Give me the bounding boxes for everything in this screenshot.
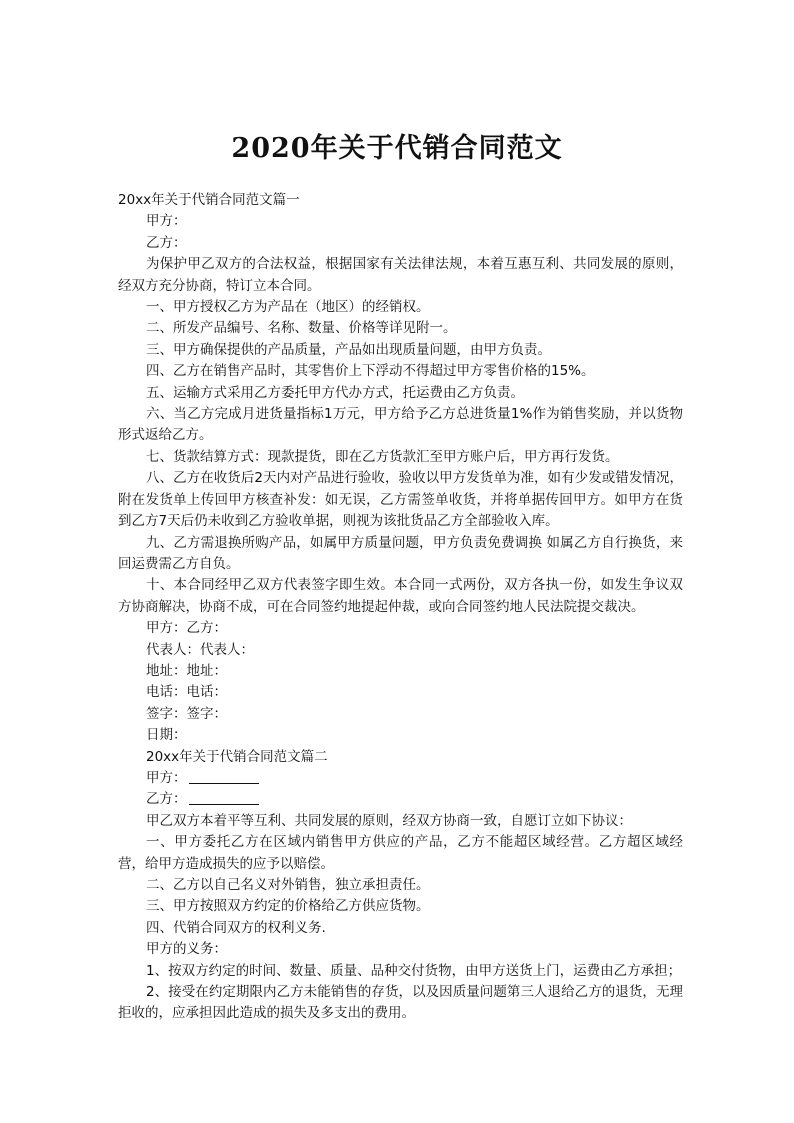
clause: 六、当乙方完成月进货量指标1万元，甲方给予乙方总进货量1%作为销售奖励，并以货物形式返给乙方。 bbox=[118, 406, 683, 444]
party-a-line: 甲方： bbox=[146, 213, 187, 230]
clause: 一、甲方授权乙方为产品在（地区）的经销权。 bbox=[146, 299, 430, 316]
party-b-line bbox=[118, 789, 683, 810]
intro-paragraph: 甲乙双方本着平等互利、共同发展的原则，经双方协商一致，自愿订立如下协议： bbox=[146, 812, 632, 829]
party-a-line bbox=[118, 768, 683, 789]
signature-line: 日期： bbox=[146, 727, 187, 744]
fill-in-blank bbox=[189, 790, 259, 805]
clause: 七、货款结算方式：现款提货，即在乙方货款汇至甲方账户后，甲方再行发货。 bbox=[146, 448, 619, 465]
clause: 十、本合同经甲乙双方代表签字即生效。本合同一式两份，双方各执一份，如发生争议双方协商解决，协商不成，可在合同签约地提起仲裁，或向合同签约地人民法院提交裁决。 bbox=[118, 577, 683, 615]
clause: 八、乙方在收货后2天内对产品进行验收，验收以甲方发货单为准，如有少发或错发情况，附在发货单上传回甲方核查补发：如无误，乙方需签单收货，并将单据传回甲方。如甲方在货到乙方7天后仍未收到乙方验收单据，则视为该批货品乙方全部验收入库。 bbox=[118, 470, 683, 530]
signature-line: 甲方：乙方： bbox=[146, 620, 227, 637]
clause: 一、甲方委托乙方在区域内销售甲方供应的产品，乙方不能超区域经营。乙方超区域经营，给甲方造成损失的应予以赔偿。 bbox=[118, 834, 683, 872]
duties-heading: 甲方的义务： bbox=[146, 941, 227, 958]
section-heading: 20xx年关于代销合同范文篇一 bbox=[118, 192, 300, 208]
signature-line: 地址：地址： bbox=[146, 662, 227, 679]
clause: 三、甲方按照双方约定的价格给乙方供应货物。 bbox=[146, 898, 430, 915]
clause: 二、乙方以自己名义对外销售，独立承担责任。 bbox=[146, 877, 430, 893]
document-title: 2020年关于代销合同范文 bbox=[231, 133, 563, 164]
document-body bbox=[118, 190, 683, 1025]
clause: 三、甲方确保提供的产品质量，产品如出现质量问题，由甲方负责。 bbox=[146, 341, 551, 358]
signature-line: 代表人：代表人： bbox=[146, 641, 254, 658]
clause: 二、所发产品编号、名称、数量、价格等详见附一。 bbox=[146, 320, 457, 337]
intro-paragraph: 为保护甲乙双方的合法权益，根据国家有关法律法规，本着互惠互利、共同发展的原则，经双方充分协商，特订立本合同。 bbox=[118, 256, 683, 294]
duty-item: 1、按双方约定的时间、数量、质量、品种交付货物，由甲方送货上门，运费由乙方承担； bbox=[146, 962, 682, 979]
clause: 九、乙方需退换所购产品，如属甲方质量问题，甲方负责免费调换 如属乙方自行换货，来回运费需乙方自负。 bbox=[118, 534, 683, 572]
duty-item: 2、接受在约定期限内乙方未能销售的存货，以及因质量问题第三人退给乙方的退货，无理拒收的，应承担因此造成的损失及多支出的费用。 bbox=[118, 984, 683, 1022]
clause: 四、代销合同双方的权利义务. bbox=[146, 919, 326, 936]
signature-line: 签字：签字： bbox=[146, 705, 227, 722]
party-a-label: 甲方： bbox=[146, 769, 187, 786]
fill-in-blank bbox=[189, 769, 259, 784]
clause: 五、运输方式采用乙方委托甲方代办方式，托运费由乙方负责。 bbox=[146, 384, 524, 401]
signature-line: 电话：电话： bbox=[146, 684, 227, 701]
section-heading: 20xx年关于代销合同范文篇二 bbox=[146, 748, 328, 765]
clause: 四、乙方在销售产品时，其零售价上下浮动不得超过甲方零售价格的15%。 bbox=[146, 363, 595, 380]
party-b-label: 乙方： bbox=[146, 791, 187, 808]
party-b-line: 乙方： bbox=[146, 234, 187, 251]
